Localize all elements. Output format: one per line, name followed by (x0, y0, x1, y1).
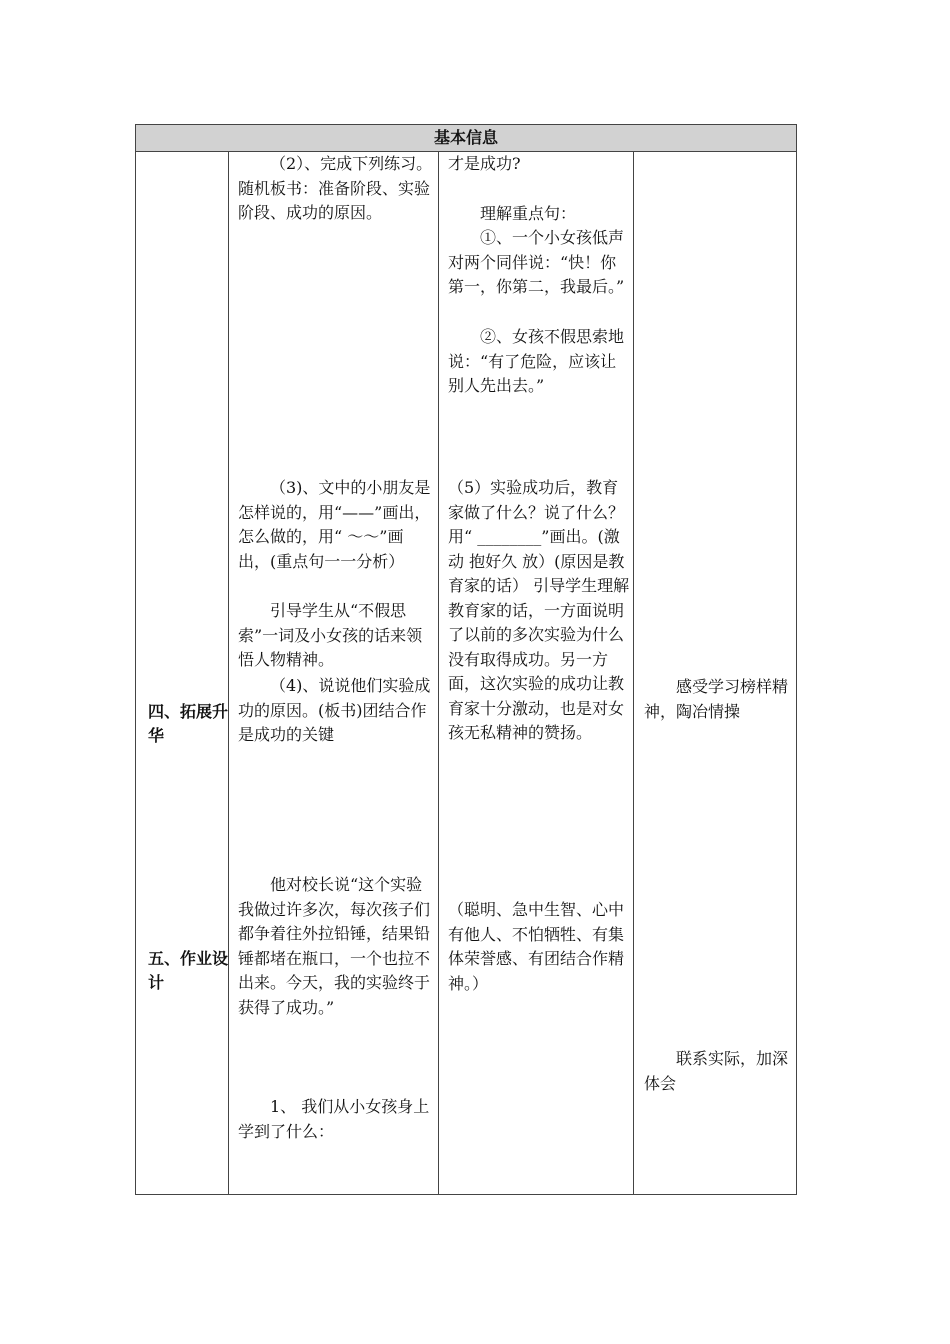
col3-paragraph: ①、一个小女孩低声对两个同伴说：“快！你第一，你第二，我最后。” (448, 228, 625, 296)
col3-paragraph: （聪明、急中生智、心中有他人、不怕牺牲、有集体荣誉感、有团结合作精神。） (448, 900, 625, 993)
col3-paragraph: ②、女孩不假思索地说：“有了危险，应该让别人先出去。” (448, 327, 625, 395)
col4-paragraph: 联系实际，加深体会 (644, 1049, 789, 1093)
row-label-homework: 五、作业设计 (148, 949, 229, 992)
column-divider (228, 152, 229, 1194)
col2-paragraph: （3)、文中的小朋友是怎样说的，用“——”画出， 怎么做的，用“ ～～”画出，(重点句一一分析） (238, 478, 431, 571)
column-divider (633, 152, 634, 1194)
lesson-plan-table (135, 124, 797, 1195)
col3-paragraph: 理解重点句： (480, 204, 577, 223)
table-header: 基本信息 (136, 125, 796, 152)
column-divider (438, 152, 439, 1194)
col2-paragraph: 1、 我们从小女孩身上学到了什么： (238, 1097, 430, 1141)
col2-paragraph: 他对校长说“这个实验我做过许多次，每次孩子们都争着往外拉铅锤，结果铅锤都堵在瓶口，一个也拉不出来。今天，我的实验终于获得了成功。” (238, 875, 431, 1017)
col2-paragraph: 引导学生从“不假思索”一词及小女孩的话来领悟人物精神。 (238, 601, 423, 669)
col4-paragraph: 感受学习榜样精神，陶冶情操 (644, 677, 789, 721)
row-label-extension: 四、拓展升华 (148, 702, 229, 745)
col3-paragraph: （5）实验成功后，教育家做了什么？说了什么？用“ ________”画出。(激动 抱好久 放）(原因是教育家的话） 引导学生理解教育家的话，一方面说明了以前的多次实验为什么没有取得成功。另一方面，这次实验的成功让教育家十分激动，也是对女孩无私精神的赞扬。 (448, 478, 630, 742)
col3-paragraph: 才是成功? (448, 154, 521, 173)
col2-paragraph: （4)、说说他们实验成功的原因。(板书)团结合作是成功的关键 (238, 676, 431, 744)
col2-paragraph: （2）、完成下列练习。随机板书：准备阶段、实验阶段、成功的原因。 (238, 154, 433, 222)
